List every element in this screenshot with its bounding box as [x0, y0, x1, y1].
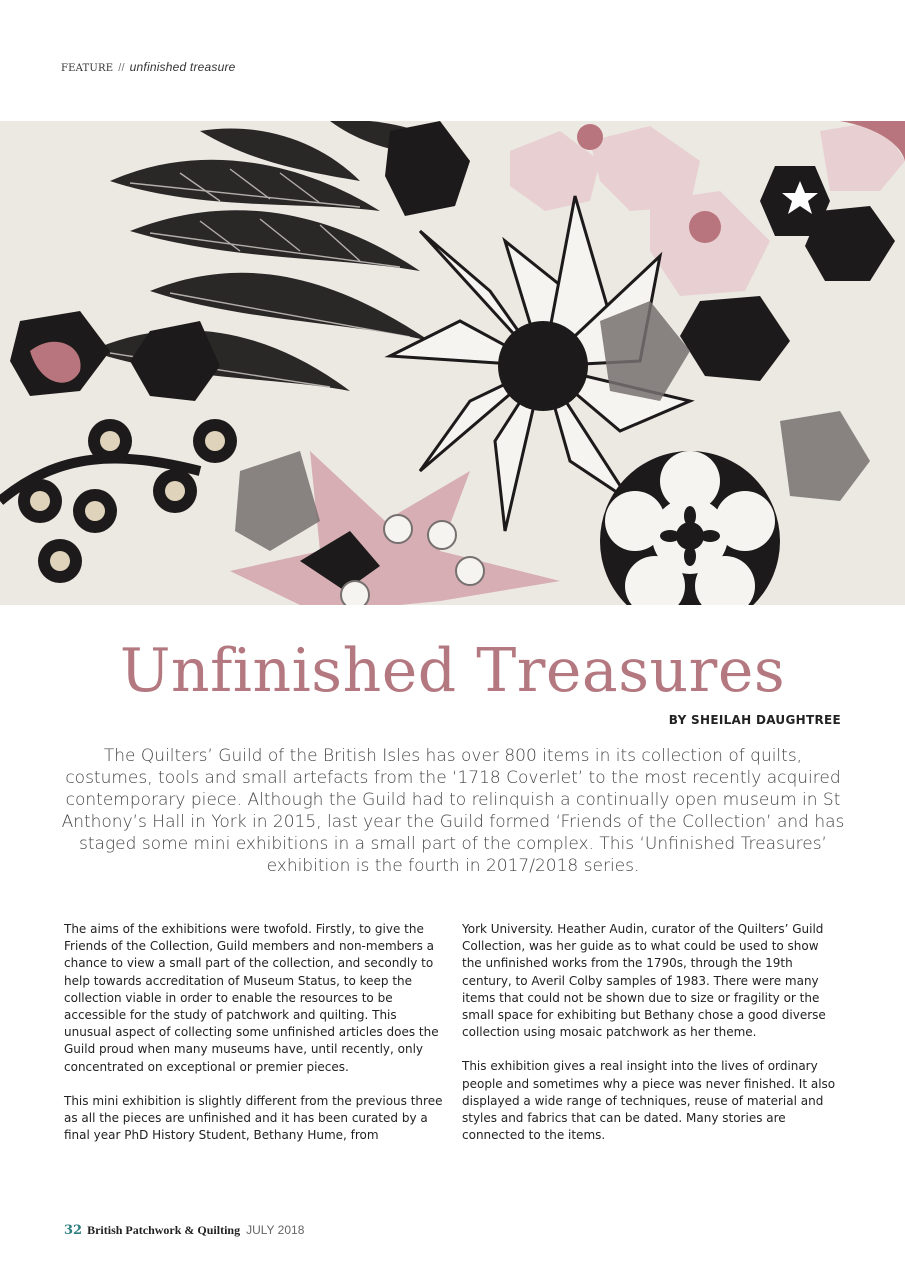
hero-quilt-photo — [0, 121, 905, 605]
body-paragraph: York University. Heather Audin, curator of the Quilters’ Guild Collection, was her guide as to what could be used to show the unfinished works from the 1790s, through the 19th century, to Averil Colby samples of 1983. There were many items that could not be shown due to size or fragility or the small space for exhibiting but Bethany chose a good diverse collection using mosaic patchwork as her theme. — [462, 922, 826, 1040]
byline: BY SHEILAH DAUGHTREE — [668, 713, 841, 727]
running-head — [61, 60, 236, 74]
section-name: unfinished treasure — [129, 60, 236, 74]
body-paragraph: This exhibition gives a real insight into the lives of ordinary people and sometimes why a piece was never finished. It also displayed a wide range of techniques, reuse of material and styles and fabrics that can be dated. Many stories are connected to the items. — [462, 1059, 836, 1143]
magazine-name: British Patchwork & Quilting — [87, 1223, 241, 1237]
page-footer — [64, 1223, 304, 1238]
body-paragraph: This mini exhibition is slightly different from the previous three as all the pieces are unfinished and it has been curated by a final year PhD History Student, Bethany Hume, from — [64, 1093, 443, 1143]
header-separator: // — [118, 62, 125, 74]
body-paragraph: The aims of the exhibitions were twofold. Firstly, to give the Friends of the Collection, Guild members and non-members a chance to view a small part of the collection, and secondly to help towards accreditation of Museum Status, to keep the collection viable in order to enable the resources to be accessible for the study of patchwork and quilting. This unusual aspect of collecting some unfinished articles does the Guild proud when many museums have, until recently, only concentrated on exceptional or premier pieces. — [64, 922, 439, 1074]
issue-date: JULY 2018 — [246, 1223, 305, 1237]
standfirst: The Quilters’ Guild of the British Isles has over 800 items in its collection of quilts, costumes, tools and small artefacts from the ‘1718 Coverlet’ to the most recently acquired contemporary piece. Although the Guild had to relinquish a continually open museum in St Anthony’s Hall in York in 2015, last year the Guild formed ‘Friends of the Collection’ and has staged some mini exhibitions in a small part of the complex. This ‘Unfinished Treasures’ exhibition is the fourth in 2017/2018 series. — [61, 746, 845, 876]
body-column-right — [462, 921, 842, 1161]
page-number: 32 — [64, 1223, 83, 1238]
article-title: Unfinished Treasures — [119, 636, 786, 706]
feature-kicker: FEATURE — [61, 63, 114, 74]
body-column-left — [64, 921, 444, 1161]
quilt-photo-icon — [0, 121, 905, 605]
